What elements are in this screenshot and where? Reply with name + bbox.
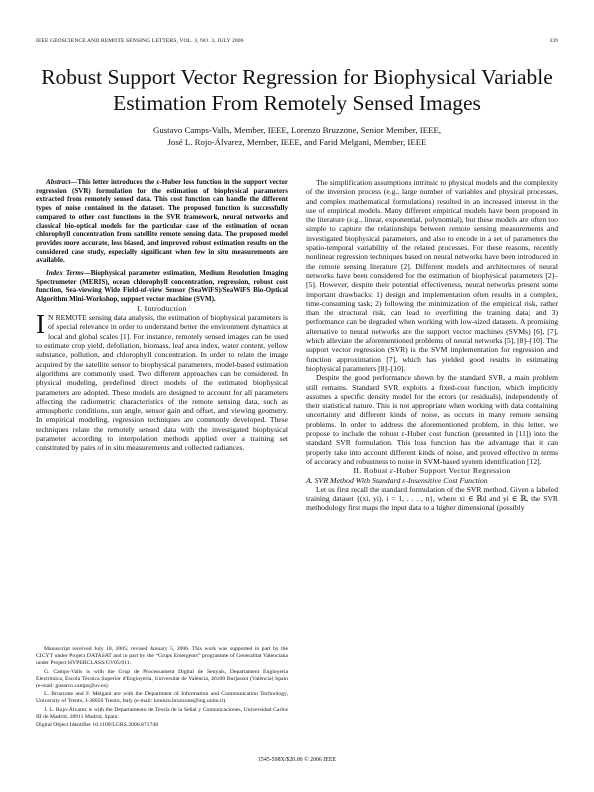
- footnotes: [36, 646, 288, 731]
- footnote-received: Manuscript received July 18, 2005; revised January 5, 2006. This work was supported in part by the CICYT under Project DATASAT and in part by the “Grups Emergents” programme of Generalitat Valenciana under Project HYPERCLASS/GV05/011.: [36, 646, 288, 666]
- copyright-footer: 1545-598X/$20.00 © 2006 IEEE: [257, 757, 337, 763]
- drop-cap: I: [36, 309, 45, 340]
- footnote-rojo: J. L. Rojo-Álvarez is with the Departamento de Teoría de la Señal y Comunicaciones, Universidad Carlos III de Madrid, 28911 Madrid, Spain.: [36, 706, 288, 720]
- abstract-lead: Abstract—: [46, 178, 78, 186]
- body-paragraph-2: Despite the good performance shown by the standard SVR, a main problem still remains. Standard SVR exploits a fixed-cost function, which implicitly assumes a specific density model for the errors (or residuals), independently of their statistical nature. This is not appropriate when working with data containing uncertainty and different kinds of noise, as occurs in many remote sensing problems. In order to address the aforementioned problem, in this letter, we propose to include the robust ε-Huber cost function (presented in [11]) into the standard SVR formulation. This loss function has the advantage that it can properly take into account different kinds of noise, and proved effective in terms of accuracy and robustness to noise in SVM-based system identification [12].: [306, 373, 558, 466]
- body-paragraph-3: Let us first recall the standard formulation of the SVR method. Given a labeled training dataset {(xi, yi), i = 1, . . . , n}, where xi ∈ ℝd and yi ∈ ℝ, the SVR methodology first maps the input data to a higher dimensional (possibly: [306, 484, 558, 513]
- intro-text: N REMOTE sensing data analysis, the estimation of biophysical parameters is of special relevance in order to understand better the environment dynamics at local and global scales [1]. For instance, remotely sensed images can be used to estimate crop yield, defoliation, biomass, leaf area index, water content, yellow substance, pollution, and chlorophyll concentration. In order to relate the image acquired by the satellite sensor to biophysical parameters, model-based estimation algorithms are commonly used. Two different approaches can be considered. In physical modeling, predefined direct models of the estimated biophysical parameters are adopted. These models are designed to account for all parameters affecting the radiometric characteristics of the remote sensing data, such as atmospheric conditions, sun angle, sensor gain and offset, and viewing geometry. In empirical modeling, regression techniques are commonly developed. These techniques relate the remotely sensed data with the investigated biophysical parameter according to interpolation methods applied over a training set constituted by pairs of in situ measurements and collected radiances.: [36, 313, 288, 453]
- section-heading-2: II. Robust ε-Huber Support Vector Regression: [353, 466, 511, 476]
- abstract-body: This letter introduces the ε-Huber loss function in the support vector regression (SVR) formulation for the estimation of biophysical parameters extracted from remotely sensed data. This cost function can handle the different types of noise contained in the dataset. The proposed function is successfully compared to other cost functions in the SVR framework, neural networks and classical bio-optical models for the particular case of the estimation of ocean chlorophyll concentration from satellite remote sensing data. The proposed model provides more accurate, less biased, and improved robust estimation results on the considered case study, especially significant when few in situ measurements are available.: [36, 178, 288, 265]
- index-terms-body: Biophysical parameter estimation, Medium Resolution Imaging Spectrometer (MERIS), ocean chlorophyll concentration, regression, robust cost function, Sea-viewing Wide Field-of-view Sensor (SeaWiFS)/SeaWiFS Bio-Optical Algorithm Mini-Workshop, support vector machine (SVM).: [36, 269, 288, 304]
- body-paragraph-1: The simplification assumptions intrinsic to physical models and the complexity of the inversion process (e.g., large number of variables and physical processes, and complex mathematical formulations) resulted in an increased interest in the use of empirical models. Many different empirical models have been proposed in the literature (e.g., linear, exponential, polynomial), but these models are often too simple to capture the relationships between remote sensing measurements and investigated biophysical parameters, and also to encode in a set of parameters the spatio-temporal variability of the related processes. For these reasons, recently nonlinear regression techniques based on neural networks have been introduced in the remote sensing literature [2]. Different models and architectures of neural networks have been considered for the estimation of biophysical parameters [2]–[5]. However, despite their potential effectiveness, neural networks present some important drawbacks: 1) design and implementation often results in a complex, time-consuming task; 2) following the minimization of the empirical risk, rather than the structural risk, can lead to overfitting the training data; and 3) performance can be degraded when working with low-sized datasets. A promising alternative to neural networks are the support vector machines (SVMs) [6], [7], which alleviate the aforementioned problems of neural networks [5], [8]–[10]. The support vector regression (SVR) is the SVM implementation for regression and function approximation [7], which has yielded good results in estimating biophysical parameters [8]–[10].: [306, 178, 558, 373]
- section-heading-introduction: I. Introduction: [137, 303, 187, 313]
- intro-paragraph: [36, 309, 288, 453]
- paper-title: Robust Support Vector Regression for Biophysical Variable Estimation From Remotely Sensed Images: [41, 65, 553, 115]
- footnote-doi: Digital Object Identifier 10.1109/LGRS.2006.871748: [36, 722, 159, 728]
- footnote-camps: G. Camps-Valls is with the Grup de Processament Digital de Senyals, Departament Enginyeria Electrònica, Escola Tècnica Superior d'Enginyeria, Universitat de València, 46100 Burjassot (València) Spain (e-mail: gustavo.camps@uv.es).: [36, 668, 288, 689]
- index-terms-lead: Index Terms—: [46, 269, 91, 278]
- authors-line-2: José L. Rojo-Álvarez, Member, IEEE, and Farid Melgani, Member, IEEE: [167, 137, 427, 147]
- subsection-heading-a: A. SVR Method With Standard ε-Insensitive Cost Function: [306, 475, 488, 485]
- abstract: [36, 178, 288, 304]
- footnote-bruzzone: L. Bruzzone and F. Melgani are with the Department of Information and Communication Technology, University of Trento, I-38050 Trento, Italy (e-mail: lorenzo.bruzzone@ing.unitn.it).: [36, 691, 288, 704]
- left-column: [36, 178, 288, 453]
- authors-line-1: Gustavo Camps-Valls, Member, IEEE, Lorenzo Bruzzone, Senior Member, IEEE,: [152, 125, 442, 135]
- page-number: 339: [549, 38, 558, 44]
- journal-info: IEEE GEOSCIENCE AND REMOTE SENSING LETTERS, VOL. 3, NO. 3, JULY 2006: [36, 38, 244, 44]
- author-list: [30, 124, 564, 148]
- right-column: [306, 178, 558, 513]
